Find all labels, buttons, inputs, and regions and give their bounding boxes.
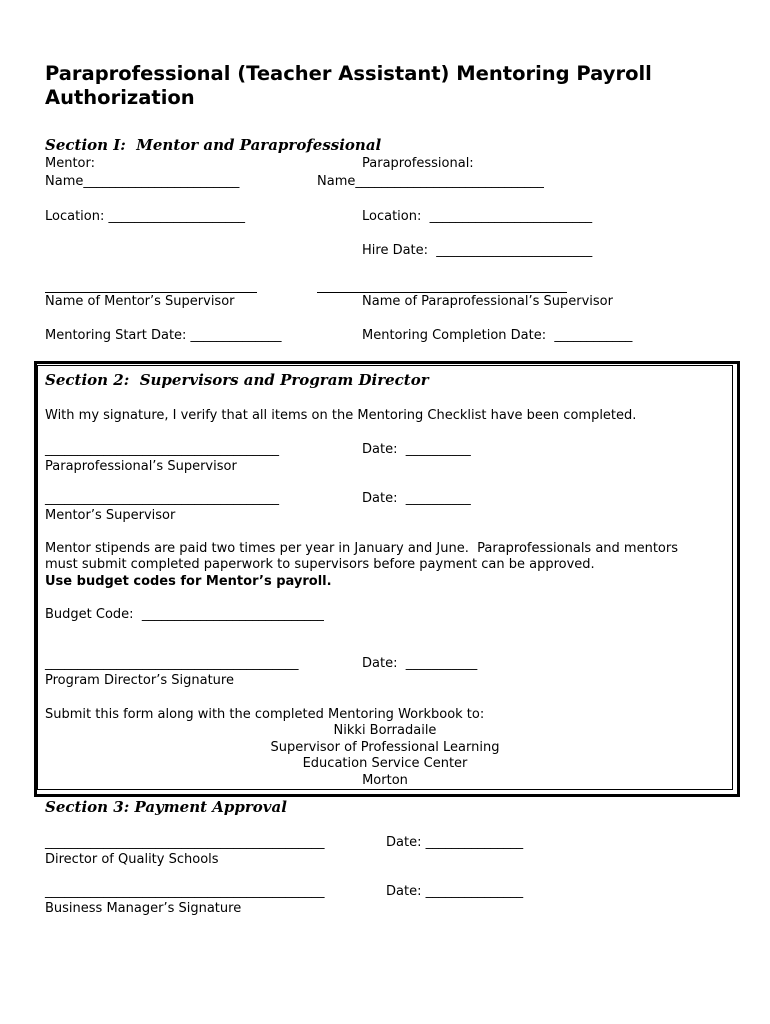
address-line-1: Nikki Borradaile [333, 723, 437, 738]
para-location-field[interactable]: Location: _________________________ [362, 209, 593, 224]
para-label: Paraprofessional: [362, 156, 474, 171]
address-line-3: Education Service Center [302, 756, 468, 771]
address-line-4: Morton [362, 773, 408, 788]
director-date-field[interactable]: Date: ___________ [362, 656, 478, 671]
para-supervisor-signature-line[interactable] [317, 292, 567, 293]
para-supervisor-date-field[interactable]: Date: __________ [362, 442, 471, 457]
section1-heading: Section I: Mentor and Paraprofessional [45, 136, 382, 154]
mentor-name-field[interactable]: Name________________________ [45, 174, 240, 189]
mentor-supervisor-caption: Mentor’s Supervisor [45, 508, 176, 523]
mentor-supervisor-date-field[interactable]: Date: __________ [362, 491, 471, 506]
director-signature-field[interactable]: _______________________________________ [45, 656, 299, 671]
mentor-supervisor-label: Name of Mentor’s Supervisor [45, 294, 235, 309]
mentor-label: Mentor: [45, 156, 96, 171]
business-manager-signature-field[interactable]: ___________________________________________ [45, 884, 325, 899]
director-signature-caption: Program Director’s Signature [45, 673, 234, 688]
para-supervisor-caption: Paraprofessional’s Supervisor [45, 459, 237, 474]
quality-director-caption: Director of Quality Schools [45, 852, 219, 867]
quality-director-signature-field[interactable]: ___________________________________________ [45, 835, 325, 850]
para-name-field[interactable]: Name_____________________________ [317, 174, 544, 189]
hire-date-field[interactable]: Hire Date: ________________________ [362, 243, 593, 258]
stipend-note-line1: Mentor stipends are paid two times per year in January and June. Paraprofessionals and mentors [45, 541, 678, 556]
business-manager-caption: Business Manager’s Signature [45, 901, 242, 916]
mentor-supervisor-signature-line[interactable] [45, 292, 257, 293]
address-line-2: Supervisor of Professional Learning [270, 740, 500, 755]
stipend-note-line2: must submit completed paperwork to supervisors before payment can be approved. [45, 557, 595, 572]
budget-note: Use budget codes for Mentor’s payroll. [45, 574, 332, 589]
verify-statement: With my signature, I verify that all items on the Mentoring Checklist have been completed. [45, 408, 637, 423]
quality-director-date-field[interactable]: Date: _______________ [386, 835, 524, 850]
submit-instructions: Submit this form along with the completed Mentoring Workbook to: [45, 707, 485, 722]
section2-heading: Section 2: Supervisors and Program Director [45, 371, 429, 389]
budget-code-field[interactable]: Budget Code: ____________________________ [45, 607, 324, 622]
mentor-location-field[interactable]: Location: _____________________ [45, 209, 245, 224]
para-supervisor-signature-field[interactable]: ____________________________________ [45, 442, 279, 457]
form-title: Paraprofessional (Teacher Assistant) Mentoring Payroll Authorization [45, 62, 652, 109]
completion-date-field[interactable]: Mentoring Completion Date: ____________ [362, 328, 633, 343]
mentor-supervisor-signature-field[interactable]: ____________________________________ [45, 491, 279, 506]
start-date-field[interactable]: Mentoring Start Date: ______________ [45, 328, 282, 343]
section3-heading: Section 3: Payment Approval [45, 798, 287, 816]
para-supervisor-label: Name of Paraprofessional’s Supervisor [362, 294, 613, 309]
business-manager-date-field[interactable]: Date: _______________ [386, 884, 524, 899]
